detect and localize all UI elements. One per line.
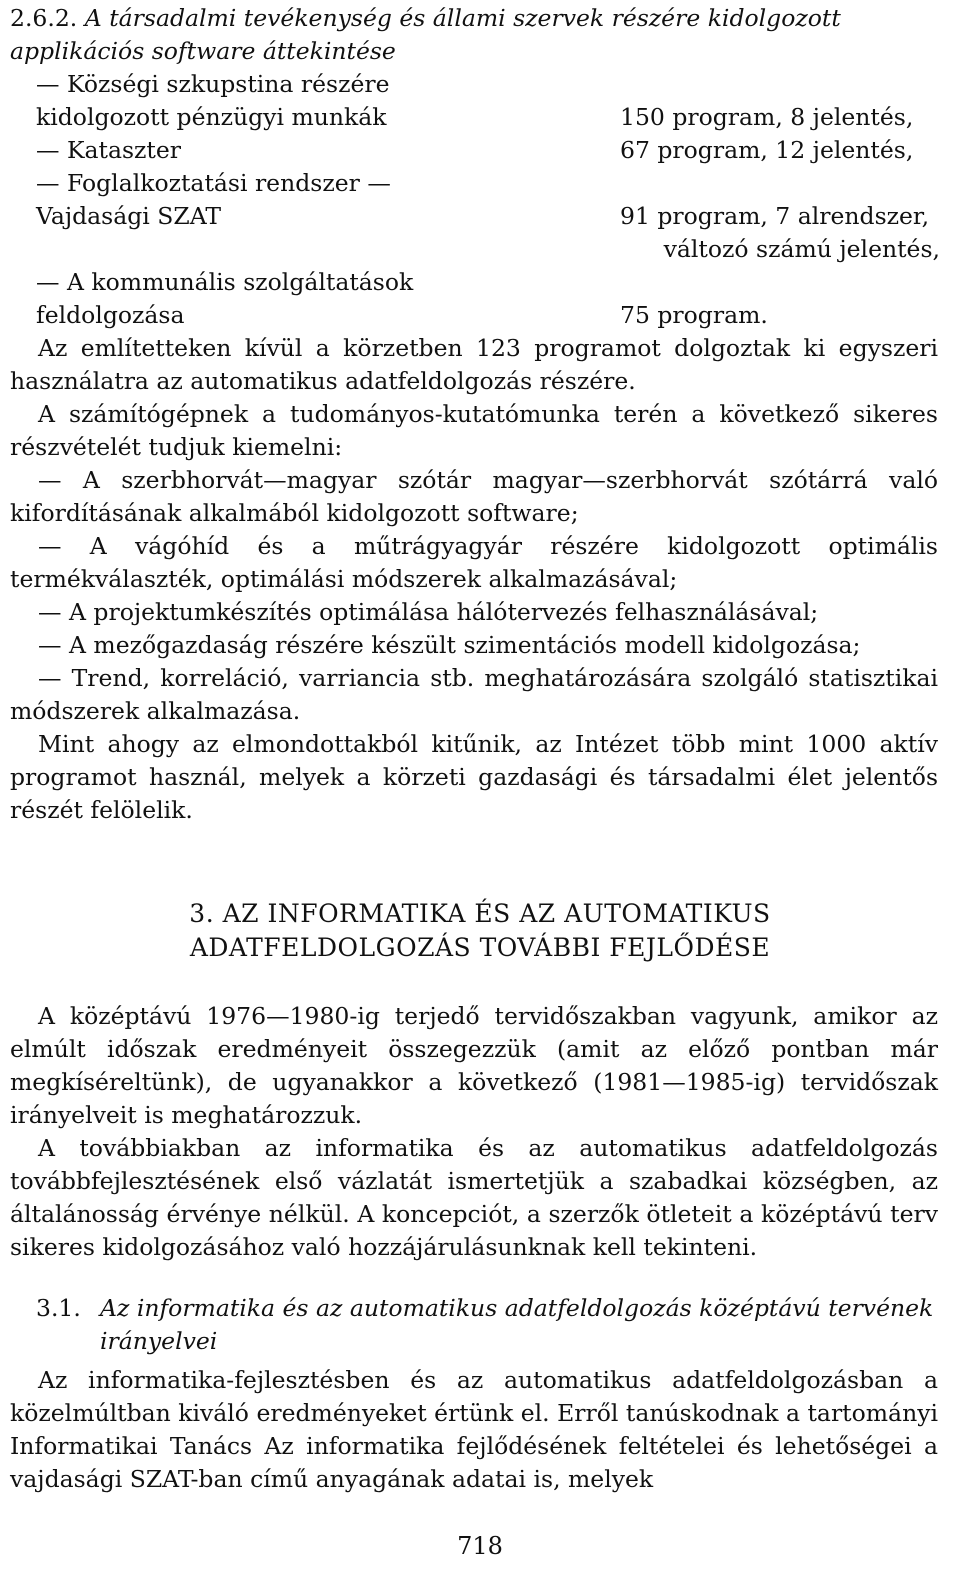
subsection-title: Az informatika és az automatikus adatfeldolgozás középtávú tervének irányelvei — [100, 1294, 934, 1355]
paragraph: — A vágóhíd és a műtrágyagyár részére kidolgozott optimális termékválaszték, optimálási módszerek alkalmazásával; — [10, 532, 938, 593]
list-item — [36, 101, 940, 134]
list-item — [36, 167, 940, 200]
item-label: — Foglalkoztatási rendszer — — [36, 169, 391, 197]
list-item — [36, 200, 940, 233]
item-count: 91 program, 7 alrendszer, — [620, 202, 930, 230]
item-count: változó számú jelentés, — [663, 235, 940, 263]
paragraph: — A mezőgazdaság részére készült szimentációs modell kidolgozása; — [38, 631, 861, 659]
list-item — [36, 299, 940, 332]
page-number: 718 — [457, 1532, 503, 1560]
section-title-line1: A társadalmi tevékenység és állami szervek részére kidolgozott — [84, 4, 841, 32]
paragraph: — A szerbhorvát—magyar szótár magyar—szerbhorvát szótárrá való kifordításának alkalmából kidolgozott software; — [10, 466, 938, 527]
item-label: kidolgozott pénzügyi munkák — [36, 103, 387, 131]
paragraph: A középtávú 1976—1980-ig terjedő tervidőszakban vagyunk, amikor az elmúlt időszak eredményeit összegezzük (amit az előző pontban már megkíséreltünk), de ugyanakkor a következő (1981—1985-ig) tervidőszak irányelveit is meghatározzuk. — [10, 1002, 938, 1129]
paragraph: A továbbiakban az informatika és az automatikus adatfeldolgozás továbbfejlesztésének első vázlatát ismertetjük a szabadkai községben, az általánosság érvénye nélkül. A koncepciót, a szerzők ötleteit a középtávú terv sikeres kidolgozásához való hozzájárulásunknak kell tekinteni. — [10, 1134, 938, 1261]
list-item — [36, 266, 940, 299]
section-heading — [10, 2, 940, 68]
item-count: 75 program. — [620, 301, 768, 329]
section-title-line2: applikációs software áttekintése — [10, 37, 396, 65]
chapter-title-line2: ADATFELDOLGOZÁS TOVÁBBI FEJLŐDÉSE — [189, 933, 771, 962]
chapter-title-line1: 3. AZ INFORMATIKA ÉS AZ AUTOMATIKUS — [189, 899, 771, 928]
item-label: Vajdasági SZAT — [36, 202, 222, 230]
item-label: feldolgozása — [36, 301, 185, 329]
program-list — [36, 68, 940, 332]
list-item — [36, 134, 940, 167]
paragraph: Mint ahogy az elmondottakból kitűnik, az Intézet több mint 1000 aktív programot használ, melyek a körzeti gazdasági és társadalmi élet jelentős részét felölelik. — [10, 730, 938, 824]
paragraph: A számítógépnek a tudományos-kutatómunka terén a következő sikeres részvételét tudjuk kiemelni: — [10, 400, 938, 461]
subsection-number: 3.1. — [36, 1294, 81, 1322]
item-label: — Községi szkupstina részére — [36, 70, 390, 98]
item-label — [36, 233, 616, 266]
paragraph: — A projektumkészítés optimálása hálótervezés felhasználásával; — [38, 598, 819, 626]
paragraph: Az informatika-fejlesztésben és az automatikus adatfeldolgozásban a közelmúltban kiváló eredményeket értünk el. Erről tanúskodnak a tartományi Informatikai Tanács Az informatika fejlődésének feltételei és lehetőségei a vajdasági SZAT-ban című anyagának adatai is, melyek — [10, 1366, 938, 1493]
item-count: 67 program, 12 jelentés, — [620, 136, 914, 164]
item-label: — A kommunális szolgáltatások — [36, 268, 414, 296]
list-item — [36, 233, 940, 266]
paragraph: Az említetteken kívül a körzetben 123 programot dolgoztak ki egyszeri használatra az automatikus adatfeldolgozás részére. — [10, 334, 938, 395]
section-number: 2.6.2. — [10, 4, 78, 32]
item-count: 150 program, 8 jelentés, — [620, 103, 914, 131]
paragraph: — Trend, korreláció, varriancia stb. meghatározására szolgáló statisztikai módszerek alkalmazása. — [10, 664, 938, 725]
list-item — [36, 68, 940, 101]
item-label: — Kataszter — [36, 136, 182, 164]
